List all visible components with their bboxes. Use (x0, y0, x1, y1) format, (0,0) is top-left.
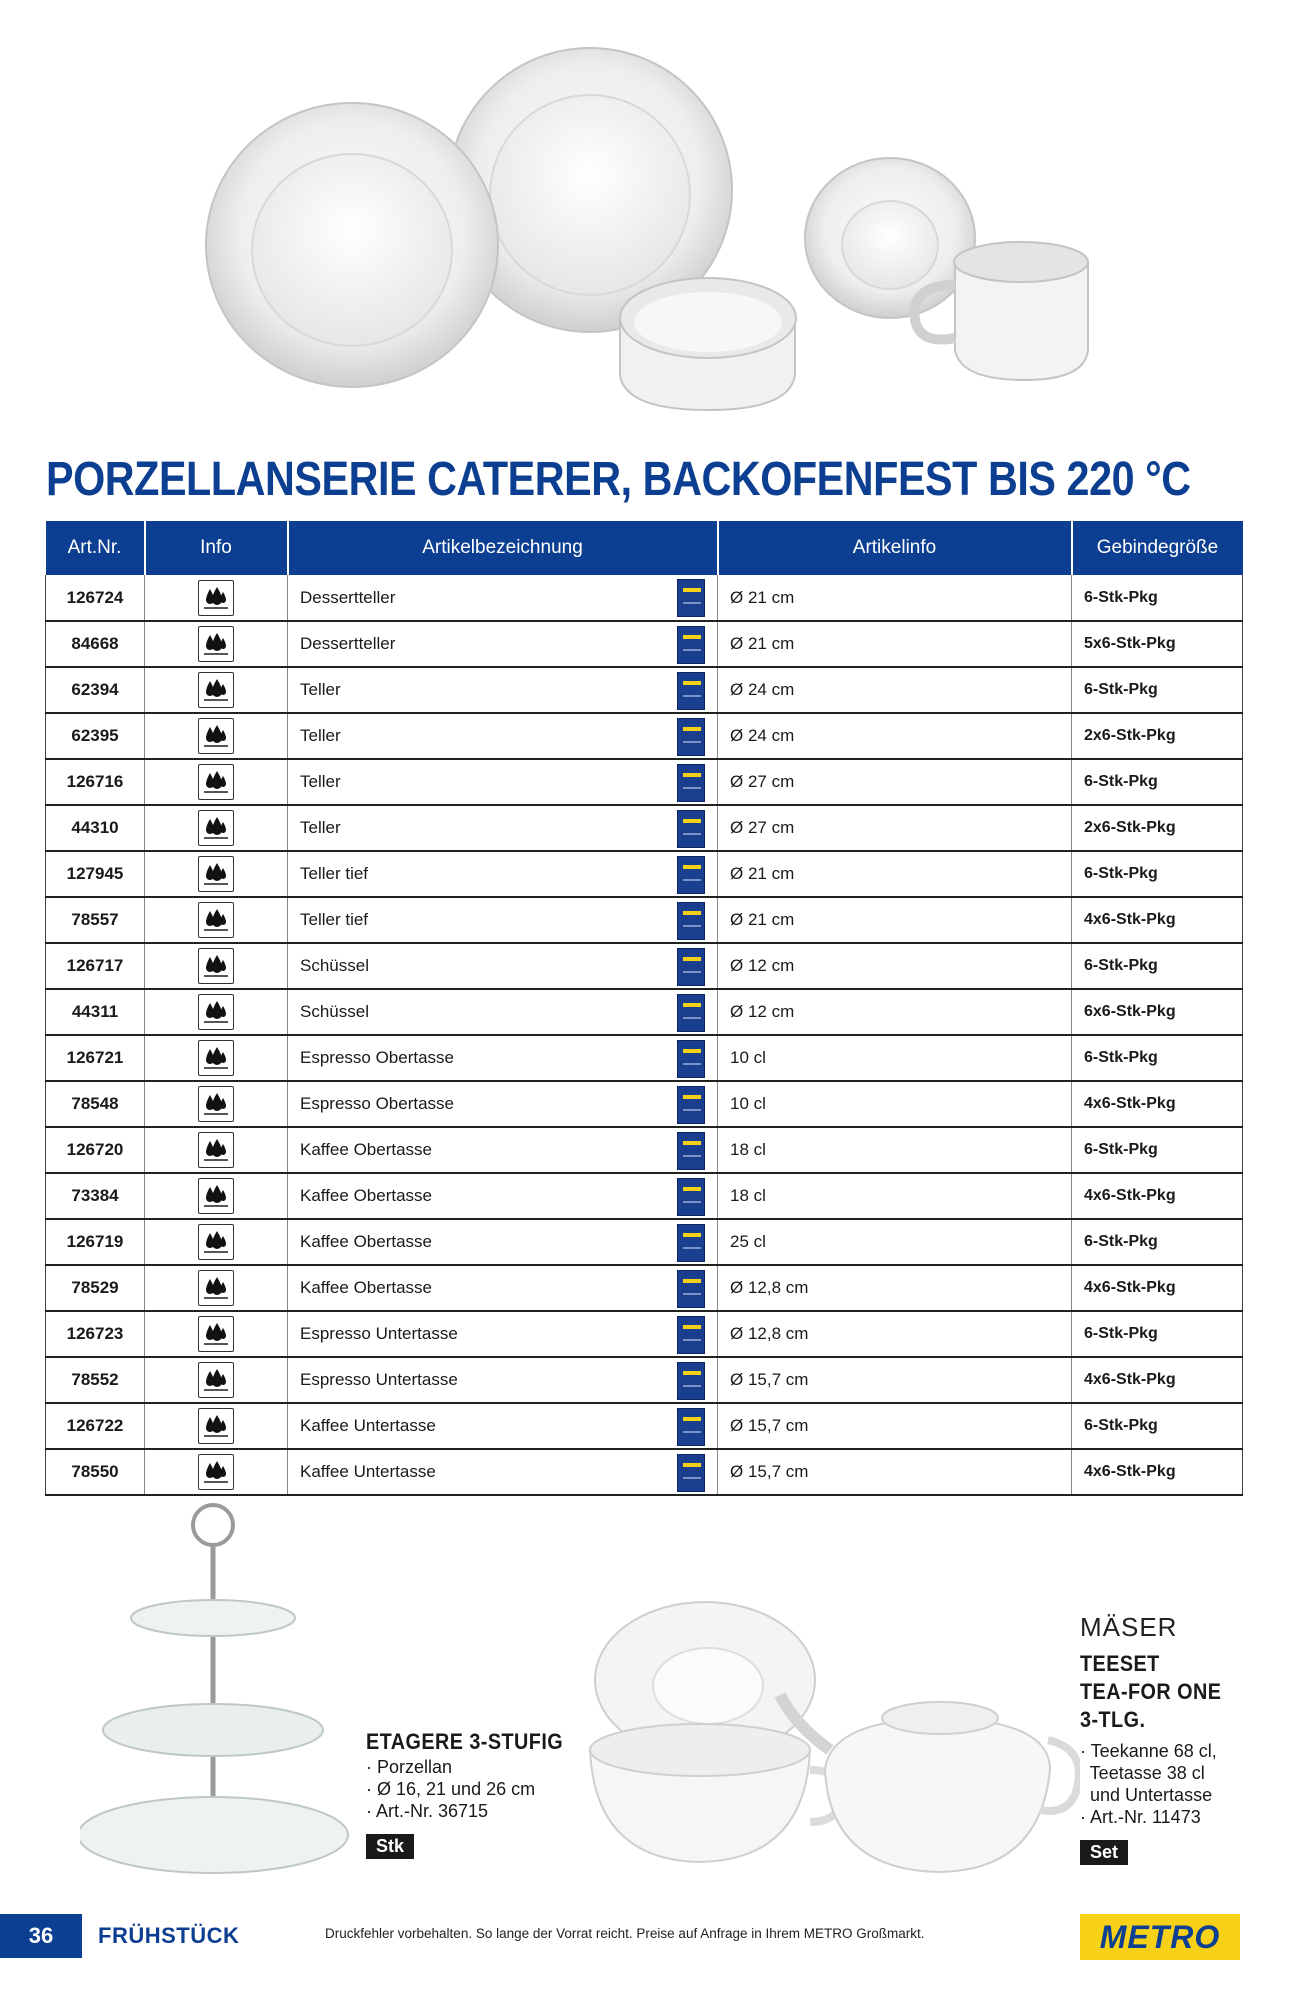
description-cell (288, 1173, 718, 1219)
metro-professional-tag-icon (677, 1270, 705, 1308)
description-cell (288, 1449, 718, 1495)
description-cell (288, 943, 718, 989)
dishwasher-safe-icon (198, 1316, 234, 1352)
description-cell (288, 1127, 718, 1173)
article-info-cell: Ø 21 cm (718, 621, 1072, 667)
art-nr-cell: 126720 (46, 1127, 145, 1173)
art-nr-cell: 73384 (46, 1173, 145, 1219)
etagere-unit-badge: Stk (366, 1834, 414, 1859)
table-row (46, 621, 1243, 667)
art-nr-cell: 126724 (46, 575, 145, 621)
pack-size-cell: 6-Stk-Pkg (1072, 1035, 1243, 1081)
teeset-line: · Art.-Nr. 11473 (1080, 1807, 1201, 1827)
dishwasher-safe-icon (198, 1178, 234, 1214)
info-cell (145, 1357, 288, 1403)
table-row (46, 805, 1243, 851)
metro-professional-tag-icon (677, 718, 705, 756)
info-cell (145, 1311, 288, 1357)
description-cell (288, 667, 718, 713)
article-info-cell: Ø 15,7 cm (718, 1449, 1072, 1495)
pack-size-cell: 6-Stk-Pkg (1072, 667, 1243, 713)
table-row (46, 1311, 1243, 1357)
article-info-cell: Ø 15,7 cm (718, 1357, 1072, 1403)
description-cell (288, 851, 718, 897)
description-cell (288, 1265, 718, 1311)
dishwasher-safe-icon (198, 1454, 234, 1490)
article-info-cell: Ø 21 cm (718, 897, 1072, 943)
description-text: Teller (300, 772, 341, 791)
pack-size-cell: 4x6-Stk-Pkg (1072, 1173, 1243, 1219)
teeset-line: Teetasse 38 cl (1080, 1763, 1205, 1783)
description-text: Kaffee Obertasse (300, 1186, 432, 1205)
dishwasher-safe-icon (198, 1224, 234, 1260)
description-text: Teller (300, 818, 341, 837)
table-row (46, 759, 1243, 805)
metro-professional-tag-icon (677, 1132, 705, 1170)
description-text: Teller (300, 680, 341, 699)
teeset-unit-badge: Set (1080, 1840, 1128, 1865)
pack-size-cell: 4x6-Stk-Pkg (1072, 1081, 1243, 1127)
dishwasher-safe-icon (198, 994, 234, 1030)
metro-professional-tag-icon (677, 672, 705, 710)
section-label: FRÜHSTÜCK (98, 1923, 240, 1948)
info-cell (145, 1449, 288, 1495)
article-info-cell: Ø 12 cm (718, 989, 1072, 1035)
header-pack-size: Gebindegröße (1072, 521, 1243, 575)
info-cell (145, 1219, 288, 1265)
description-text: Espresso Obertasse (300, 1048, 455, 1067)
pack-size-cell: 6-Stk-Pkg (1072, 851, 1243, 897)
art-nr-cell: 78548 (46, 1081, 145, 1127)
page-title: PORZELLANSERIE CATERER, BACKOFENFEST BIS 220 °C (46, 453, 1191, 506)
teeset-product (1080, 1650, 1280, 1865)
table-row (46, 1173, 1243, 1219)
dishwasher-safe-icon (198, 1408, 234, 1444)
table-row (46, 943, 1243, 989)
art-nr-cell: 126723 (46, 1311, 145, 1357)
info-cell (145, 1173, 288, 1219)
art-nr-cell: 126716 (46, 759, 145, 805)
description-cell (288, 1311, 718, 1357)
description-text: Teller (300, 726, 341, 745)
info-cell (145, 575, 288, 621)
info-cell (145, 1265, 288, 1311)
pack-size-cell: 4x6-Stk-Pkg (1072, 1449, 1243, 1495)
info-cell (145, 943, 288, 989)
pack-size-cell: 6-Stk-Pkg (1072, 1127, 1243, 1173)
pack-size-cell: 6-Stk-Pkg (1072, 943, 1243, 989)
article-info-cell: Ø 12,8 cm (718, 1311, 1072, 1357)
table-row (46, 1357, 1243, 1403)
description-cell (288, 989, 718, 1035)
table-row (46, 851, 1243, 897)
etagere-title: ETAGERE 3-STUFIG (366, 1729, 564, 1754)
art-nr-cell: 84668 (46, 621, 145, 667)
metro-professional-tag-icon (677, 1362, 705, 1400)
dishwasher-safe-icon (198, 948, 234, 984)
dishwasher-safe-icon (198, 1086, 234, 1122)
info-cell (145, 1403, 288, 1449)
art-nr-cell: 78550 (46, 1449, 145, 1495)
dishwasher-safe-icon (198, 764, 234, 800)
description-text: Kaffee Obertasse (300, 1140, 432, 1159)
art-nr-cell: 127945 (46, 851, 145, 897)
info-cell (145, 667, 288, 713)
art-nr-cell: 62394 (46, 667, 145, 713)
product-table (45, 521, 1243, 1496)
art-nr-cell: 126717 (46, 943, 145, 989)
table-row (46, 1035, 1243, 1081)
description-cell (288, 1035, 718, 1081)
article-info-cell: 10 cl (718, 1081, 1072, 1127)
dishwasher-safe-icon (198, 718, 234, 754)
metro-professional-tag-icon (677, 1178, 705, 1216)
article-info-cell: Ø 21 cm (718, 851, 1072, 897)
info-cell (145, 851, 288, 897)
article-info-cell: Ø 12 cm (718, 943, 1072, 989)
header-description: Artikelbezeichnung (288, 521, 718, 575)
dishwasher-safe-icon (198, 856, 234, 892)
description-cell (288, 1403, 718, 1449)
teeset-line: und Untertasse (1080, 1785, 1213, 1805)
description-cell (288, 621, 718, 667)
header-art-nr: Art.Nr. (46, 521, 145, 575)
metro-professional-tag-icon (677, 1040, 705, 1078)
table-row (46, 667, 1243, 713)
description-cell (288, 1219, 718, 1265)
table-row (46, 1127, 1243, 1173)
description-cell (288, 1357, 718, 1403)
art-nr-cell: 62395 (46, 713, 145, 759)
etagere-line: · Porzellan (366, 1757, 453, 1777)
disclaimer-text: Druckfehler vorbehalten. So lange der Vorrat reicht. Preise auf Anfrage in Ihrem METRO Großmarkt. (325, 1926, 925, 1941)
pack-size-cell: 2x6-Stk-Pkg (1072, 713, 1243, 759)
info-cell (145, 989, 288, 1035)
teeset-title: TEA-FOR ONE (1080, 1679, 1222, 1704)
description-text: Espresso Untertasse (300, 1324, 458, 1343)
table-row (46, 989, 1243, 1035)
metro-professional-tag-icon (677, 1086, 705, 1124)
pack-size-cell: 4x6-Stk-Pkg (1072, 1357, 1243, 1403)
art-nr-cell: 126721 (46, 1035, 145, 1081)
article-info-cell: Ø 24 cm (718, 713, 1072, 759)
art-nr-cell: 78557 (46, 897, 145, 943)
description-text: Kaffee Untertasse (300, 1462, 436, 1481)
pack-size-cell: 2x6-Stk-Pkg (1072, 805, 1243, 851)
description-cell (288, 897, 718, 943)
metro-professional-tag-icon (677, 1454, 705, 1492)
pack-size-cell: 5x6-Stk-Pkg (1072, 621, 1243, 667)
table-row (46, 1081, 1243, 1127)
description-text: Kaffee Untertasse (300, 1416, 436, 1435)
table-body (46, 575, 1243, 1495)
description-text: Espresso Untertasse (300, 1370, 458, 1389)
description-cell (288, 713, 718, 759)
description-text: Dessertteller (300, 634, 396, 653)
metro-professional-tag-icon (677, 994, 705, 1032)
metro-professional-tag-icon (677, 948, 705, 986)
page-number: 36 (0, 1914, 82, 1958)
pack-size-cell: 4x6-Stk-Pkg (1072, 1265, 1243, 1311)
article-info-cell: Ø 15,7 cm (718, 1403, 1072, 1449)
info-cell (145, 805, 288, 851)
article-info-cell: Ø 21 cm (718, 575, 1072, 621)
metro-logo: METRO (1080, 1914, 1240, 1960)
info-cell (145, 1035, 288, 1081)
info-cell (145, 897, 288, 943)
teeset-line: · Teekanne 68 cl, (1080, 1741, 1217, 1761)
pack-size-cell: 6x6-Stk-Pkg (1072, 989, 1243, 1035)
metro-professional-tag-icon (677, 810, 705, 848)
art-nr-cell: 44311 (46, 989, 145, 1035)
teeset-title: TEESET (1080, 1651, 1160, 1676)
info-cell (145, 713, 288, 759)
description-text: Dessertteller (300, 587, 396, 607)
etagere-line: · Ø 16, 21 und 26 cm (366, 1779, 536, 1799)
dishwasher-safe-icon (198, 810, 234, 846)
description-cell (288, 805, 718, 851)
art-nr-cell: 78552 (46, 1357, 145, 1403)
article-info-cell: 18 cl (718, 1173, 1072, 1219)
pack-size-cell: 6-Stk-Pkg (1072, 575, 1243, 621)
art-nr-cell: 44310 (46, 805, 145, 851)
dishwasher-safe-icon (198, 1040, 234, 1076)
metro-professional-tag-icon (677, 856, 705, 894)
pack-size-cell: 4x6-Stk-Pkg (1072, 897, 1243, 943)
table-row (46, 575, 1243, 621)
article-info-cell: 25 cl (718, 1219, 1072, 1265)
dishwasher-safe-icon (198, 672, 234, 708)
metro-professional-tag-icon (677, 902, 705, 940)
info-cell (145, 621, 288, 667)
article-info-cell: Ø 12,8 cm (718, 1265, 1072, 1311)
info-cell (145, 759, 288, 805)
info-cell (145, 1127, 288, 1173)
dishwasher-safe-icon (198, 1362, 234, 1398)
dishwasher-safe-icon (198, 580, 234, 616)
pack-size-cell: 6-Stk-Pkg (1072, 1219, 1243, 1265)
etagere-image (80, 1500, 350, 1890)
description-cell (288, 759, 718, 805)
maser-brand-logo: MÄSER (1080, 1612, 1178, 1642)
article-info-cell: Ø 27 cm (718, 759, 1072, 805)
pack-size-cell: 6-Stk-Pkg (1072, 1311, 1243, 1357)
metro-professional-tag-icon (677, 1316, 705, 1354)
info-cell (145, 1081, 288, 1127)
pack-size-cell: 6-Stk-Pkg (1072, 759, 1243, 805)
porcelain-hero-image (0, 0, 1293, 440)
art-nr-cell: 126719 (46, 1219, 145, 1265)
description-cell (288, 575, 718, 621)
dishwasher-safe-icon (198, 1270, 234, 1306)
description-text: Kaffee Obertasse (300, 1232, 432, 1251)
dishwasher-safe-icon (198, 626, 234, 662)
pack-size-cell: 6-Stk-Pkg (1072, 1403, 1243, 1449)
table-row (46, 897, 1243, 943)
etagere-line: · Art.-Nr. 36715 (366, 1801, 489, 1821)
table-row (46, 713, 1243, 759)
metro-professional-tag-icon (677, 764, 705, 802)
description-text: Espresso Obertasse (300, 1094, 455, 1113)
table-row (46, 1449, 1243, 1495)
dishwasher-safe-icon (198, 1132, 234, 1168)
teeset-image (580, 1600, 1080, 1890)
description-text: Schüssel (300, 1002, 369, 1021)
description-text: Teller tief (300, 910, 369, 929)
art-nr-cell: 126722 (46, 1403, 145, 1449)
dishwasher-safe-icon (198, 902, 234, 938)
header-info: Info (145, 521, 288, 575)
description-cell (288, 1081, 718, 1127)
header-article-info: Artikelinfo (718, 521, 1072, 575)
article-info-cell: 10 cl (718, 1035, 1072, 1081)
article-info-cell: Ø 24 cm (718, 667, 1072, 713)
teeset-title: 3-TLG. (1080, 1707, 1146, 1732)
description-text: Teller tief (300, 864, 369, 883)
table-header-row (46, 521, 1243, 575)
metro-professional-tag-icon (677, 579, 705, 617)
description-text: Kaffee Obertasse (300, 1278, 432, 1297)
art-nr-cell: 78529 (46, 1265, 145, 1311)
table-row (46, 1219, 1243, 1265)
article-info-cell: Ø 27 cm (718, 805, 1072, 851)
table-row (46, 1403, 1243, 1449)
table-row (46, 1265, 1243, 1311)
metro-professional-tag-icon (677, 626, 705, 664)
article-info-cell: 18 cl (718, 1127, 1072, 1173)
metro-professional-tag-icon (677, 1408, 705, 1446)
description-text: Schüssel (300, 956, 369, 975)
metro-professional-tag-icon (677, 1224, 705, 1262)
